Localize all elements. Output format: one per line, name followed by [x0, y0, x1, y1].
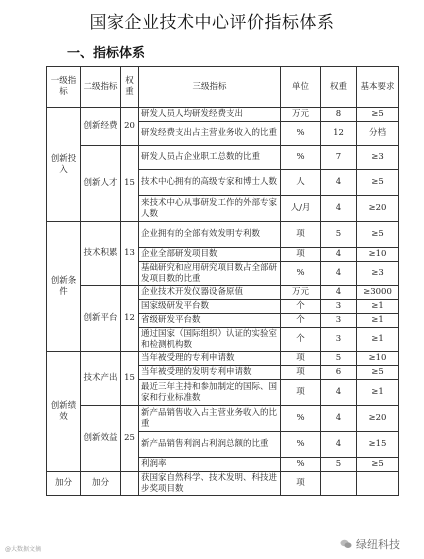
indicator-unit: % [281, 122, 321, 146]
indicator-weight: 3 [321, 314, 357, 328]
level2-cell: 创新效益 [81, 406, 121, 472]
indicator-name: 最近三年主持和参加制定的国际、国家和行业标准数 [139, 380, 281, 406]
level2-weight: 15 [121, 352, 139, 406]
indicator-requirement: ≥5 [357, 170, 399, 196]
indicator-unit: 项 [281, 472, 321, 496]
indicator-table [46, 66, 399, 496]
indicator-name: 企业全部研发项目数 [139, 248, 281, 262]
indicator-requirement: ≥3 [357, 146, 399, 170]
indicator-name: 研发经费支出占主营业务收入的比重 [139, 122, 281, 146]
indicator-unit: 人/月 [281, 196, 321, 222]
level2-cell: 创新经费 [81, 108, 121, 146]
indicator-requirement: ≥1 [357, 314, 399, 328]
level2-cell: 创新平台 [81, 286, 121, 352]
header-level2: 二级指标 [81, 67, 121, 108]
indicator-name: 获国家自然科学、技术发明、科技进步奖项目数 [139, 472, 281, 496]
header-row [47, 67, 399, 108]
indicator-weight: 4 [321, 248, 357, 262]
indicator-name: 企业拥有的全部有效发明专利数 [139, 222, 281, 248]
indicator-requirement: ≥10 [357, 352, 399, 366]
level2-cell: 技术产出 [81, 352, 121, 406]
level2-cell: 加分 [81, 472, 121, 496]
indicator-weight: 7 [321, 146, 357, 170]
indicator-weight: 5 [321, 222, 357, 248]
table-row [47, 406, 399, 432]
indicator-weight: 12 [321, 122, 357, 146]
indicator-weight: 5 [321, 352, 357, 366]
section-heading: 一、指标体系 [67, 46, 146, 61]
indicator-name: 新产品销售收入占主营业务收入的比重 [139, 406, 281, 432]
indicator-name: 通过国家（国际组织）认证的实验室和检测机构数 [139, 328, 281, 352]
level1-cell: 创新投入 [47, 108, 81, 222]
header-weight3: 权重 [321, 67, 357, 108]
indicator-unit: % [281, 406, 321, 432]
table-row [47, 286, 399, 300]
level1-cell: 创新条件 [47, 222, 81, 352]
indicator-requirement: ≥3 [357, 262, 399, 286]
indicator-unit: % [281, 262, 321, 286]
indicator-unit: 万元 [281, 108, 321, 122]
indicator-weight: 4 [321, 262, 357, 286]
wechat-icon [340, 539, 352, 549]
indicator-requirement: ≥20 [357, 196, 399, 222]
indicator-weight: 4 [321, 170, 357, 196]
indicator-requirement: ≥5 [357, 458, 399, 472]
indicator-weight: 3 [321, 300, 357, 314]
indicator-weight: 5 [321, 458, 357, 472]
indicator-unit: 项 [281, 380, 321, 406]
indicator-weight: 4 [321, 432, 357, 458]
indicator-name: 新产品销售利润占利润总额的比重 [139, 432, 281, 458]
indicator-name: 企业技术开发仪器设备原值 [139, 286, 281, 300]
indicator-unit: 项 [281, 222, 321, 248]
indicator-unit: % [281, 146, 321, 170]
indicator-requirement: ≥1 [357, 380, 399, 406]
level2-weight: 13 [121, 222, 139, 286]
indicator-requirement: ≥1 [357, 328, 399, 352]
indicator-name: 当年被受理的专利申请数 [139, 352, 281, 366]
indicator-name: 国家级研发平台数 [139, 300, 281, 314]
indicator-weight: 4 [321, 286, 357, 300]
level2-cell: 技术积累 [81, 222, 121, 286]
header-level1: 一级指标 [47, 67, 81, 108]
indicator-requirement: ≥10 [357, 248, 399, 262]
indicator-unit: 个 [281, 328, 321, 352]
level2-weight: 12 [121, 286, 139, 352]
indicator-requirement: ≥20 [357, 406, 399, 432]
indicator-requirement: ≥5 [357, 222, 399, 248]
indicator-name: 技术中心拥有的高级专家和博士人数 [139, 170, 281, 196]
brand-name: 绿纽科技 [356, 538, 400, 551]
indicator-weight: 4 [321, 196, 357, 222]
level2-weight: 25 [121, 406, 139, 472]
table-row [47, 222, 399, 248]
indicator-requirement: ≥5 [357, 366, 399, 380]
level2-weight [121, 472, 139, 496]
indicator-name: 研发人员人均研发经费支出 [139, 108, 281, 122]
indicator-unit: 人 [281, 170, 321, 196]
header-level3: 三级指标 [139, 67, 281, 108]
indicator-unit: 项 [281, 248, 321, 262]
indicator-name: 来技术中心从事研发工作的外部专家人数 [139, 196, 281, 222]
indicator-unit: % [281, 458, 321, 472]
level1-cell: 创新绩效 [47, 352, 81, 472]
table-row [47, 146, 399, 170]
indicator-requirement: ≥1 [357, 300, 399, 314]
level2-cell: 创新人才 [81, 146, 121, 222]
level2-weight: 15 [121, 146, 139, 222]
indicator-name: 省级研发平台数 [139, 314, 281, 328]
level1-cell: 加分 [47, 472, 81, 496]
indicator-unit: 个 [281, 300, 321, 314]
indicator-requirement: ≥15 [357, 432, 399, 458]
indicator-unit: % [281, 432, 321, 458]
table-row [47, 352, 399, 366]
indicator-requirement: ≥5 [357, 108, 399, 122]
indicator-name: 研发人员占企业职工总数的比重 [139, 146, 281, 170]
indicator-name: 当年被受理的发明专利申请数 [139, 366, 281, 380]
indicator-weight: 8 [321, 108, 357, 122]
indicator-name: 基础研究和应用研究项目数占全部研发项目数的比重 [139, 262, 281, 286]
indicator-weight: 6 [321, 366, 357, 380]
header-requirement: 基本要求 [357, 67, 399, 108]
document-title: 国家企业技术中心评价指标体系 [89, 13, 335, 33]
indicator-unit: 项 [281, 366, 321, 380]
level2-weight: 20 [121, 108, 139, 146]
indicator-name: 利润率 [139, 458, 281, 472]
watermark-left: @大数据文摘 [5, 546, 42, 553]
brand-watermark [340, 536, 400, 552]
table-row [47, 108, 399, 122]
indicator-weight: 4 [321, 380, 357, 406]
indicator-unit: 项 [281, 352, 321, 366]
indicator-weight: 3 [321, 328, 357, 352]
header-weight2: 权重 [121, 67, 139, 108]
indicator-requirement [357, 472, 399, 496]
indicator-weight [321, 472, 357, 496]
table-row [47, 472, 399, 496]
indicator-requirement: ≥3000 [357, 286, 399, 300]
indicator-weight: 4 [321, 406, 357, 432]
indicator-unit: 万元 [281, 286, 321, 300]
indicator-unit: 个 [281, 314, 321, 328]
header-unit: 单位 [281, 67, 321, 108]
indicator-requirement: 分档 [357, 122, 399, 146]
